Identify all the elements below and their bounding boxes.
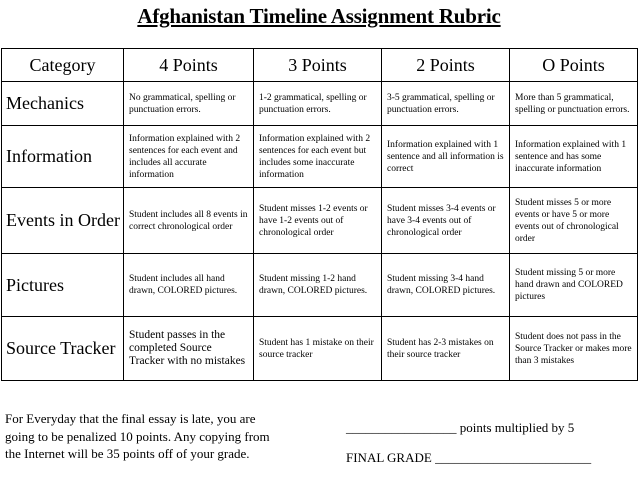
cell-mechanics-0: More than 5 grammatical, spelling or punctuation errors. [510, 82, 638, 126]
header-2-points: 2 Points [382, 49, 510, 82]
category-mechanics: Mechanics [2, 82, 124, 126]
cell-events-2: Student misses 3-4 events or have 3-4 events out of chronological order [382, 188, 510, 254]
cell-mechanics-2: 3-5 grammatical, spelling or punctuation errors. [382, 82, 510, 126]
header-3-points: 3 Points [254, 49, 382, 82]
table-row [2, 317, 638, 381]
category-events-in-order: Events in Order [2, 188, 124, 254]
table-row [2, 254, 638, 317]
cell-events-3: Student misses 1-2 events or have 1-2 events out of chronological order [254, 188, 382, 254]
page-title: Afghanistan Timeline Assignment Rubric [137, 4, 501, 28]
cell-source-0: Student does not pass in the Source Tracker or makes more than 3 mistakes [510, 317, 638, 381]
cell-source-3: Student has 1 mistake on their source tracker [254, 317, 382, 381]
points-multiplier-line: _________________ points multiplied by 5 [346, 420, 575, 435]
cell-mechanics-3: 1-2 grammatical, spelling or punctuation errors. [254, 82, 382, 126]
late-penalty-note: For Everyday that the final essay is late, you are going to be penalized 10 points. Any copying from the Internet will be 35 points off of your grade. [5, 411, 270, 461]
table-row [2, 126, 638, 188]
rubric-table [1, 48, 638, 381]
header-0-points: O Points [510, 49, 638, 82]
table-row [2, 188, 638, 254]
cell-pictures-4: Student includes all hand drawn, COLORED pictures. [124, 254, 254, 317]
cell-information-2: Information explained with 1 sentence and all information is correct [382, 126, 510, 188]
cell-events-0: Student misses 5 or more events or have 5 or more events out of chronological order [510, 188, 638, 254]
cell-pictures-2: Student missing 3-4 hand drawn, COLORED pictures. [382, 254, 510, 317]
cell-source-2: Student has 2-3 mistakes on their source tracker [382, 317, 510, 381]
table-row [2, 82, 638, 126]
cell-mechanics-4: No grammatical, spelling or punctuation errors. [124, 82, 254, 126]
category-information: Information [2, 126, 124, 188]
category-pictures: Pictures [2, 254, 124, 317]
header-row [2, 49, 638, 82]
header-category: Category [2, 49, 124, 82]
cell-information-4: Information explained with 2 sentences for each event and includes all accurate information [124, 126, 254, 188]
category-source-tracker: Source Tracker [2, 317, 124, 381]
header-4-points: 4 Points [124, 49, 254, 82]
cell-information-3: Information explained with 2 sentences for each event but includes some inaccurate information [254, 126, 382, 188]
cell-events-4: Student includes all 8 events in correct chronological order [124, 188, 254, 254]
cell-source-4: Student passes in the completed Source Tracker with no mistakes [124, 317, 254, 381]
final-grade-line: FINAL GRADE ________________________ [346, 450, 592, 465]
cell-pictures-3: Student missing 1-2 hand drawn, COLORED pictures. [254, 254, 382, 317]
cell-information-0: Information explained with 1 sentence and has some inaccurate information [510, 126, 638, 188]
cell-pictures-0: Student missing 5 or more hand drawn and COLORED pictures [510, 254, 638, 317]
